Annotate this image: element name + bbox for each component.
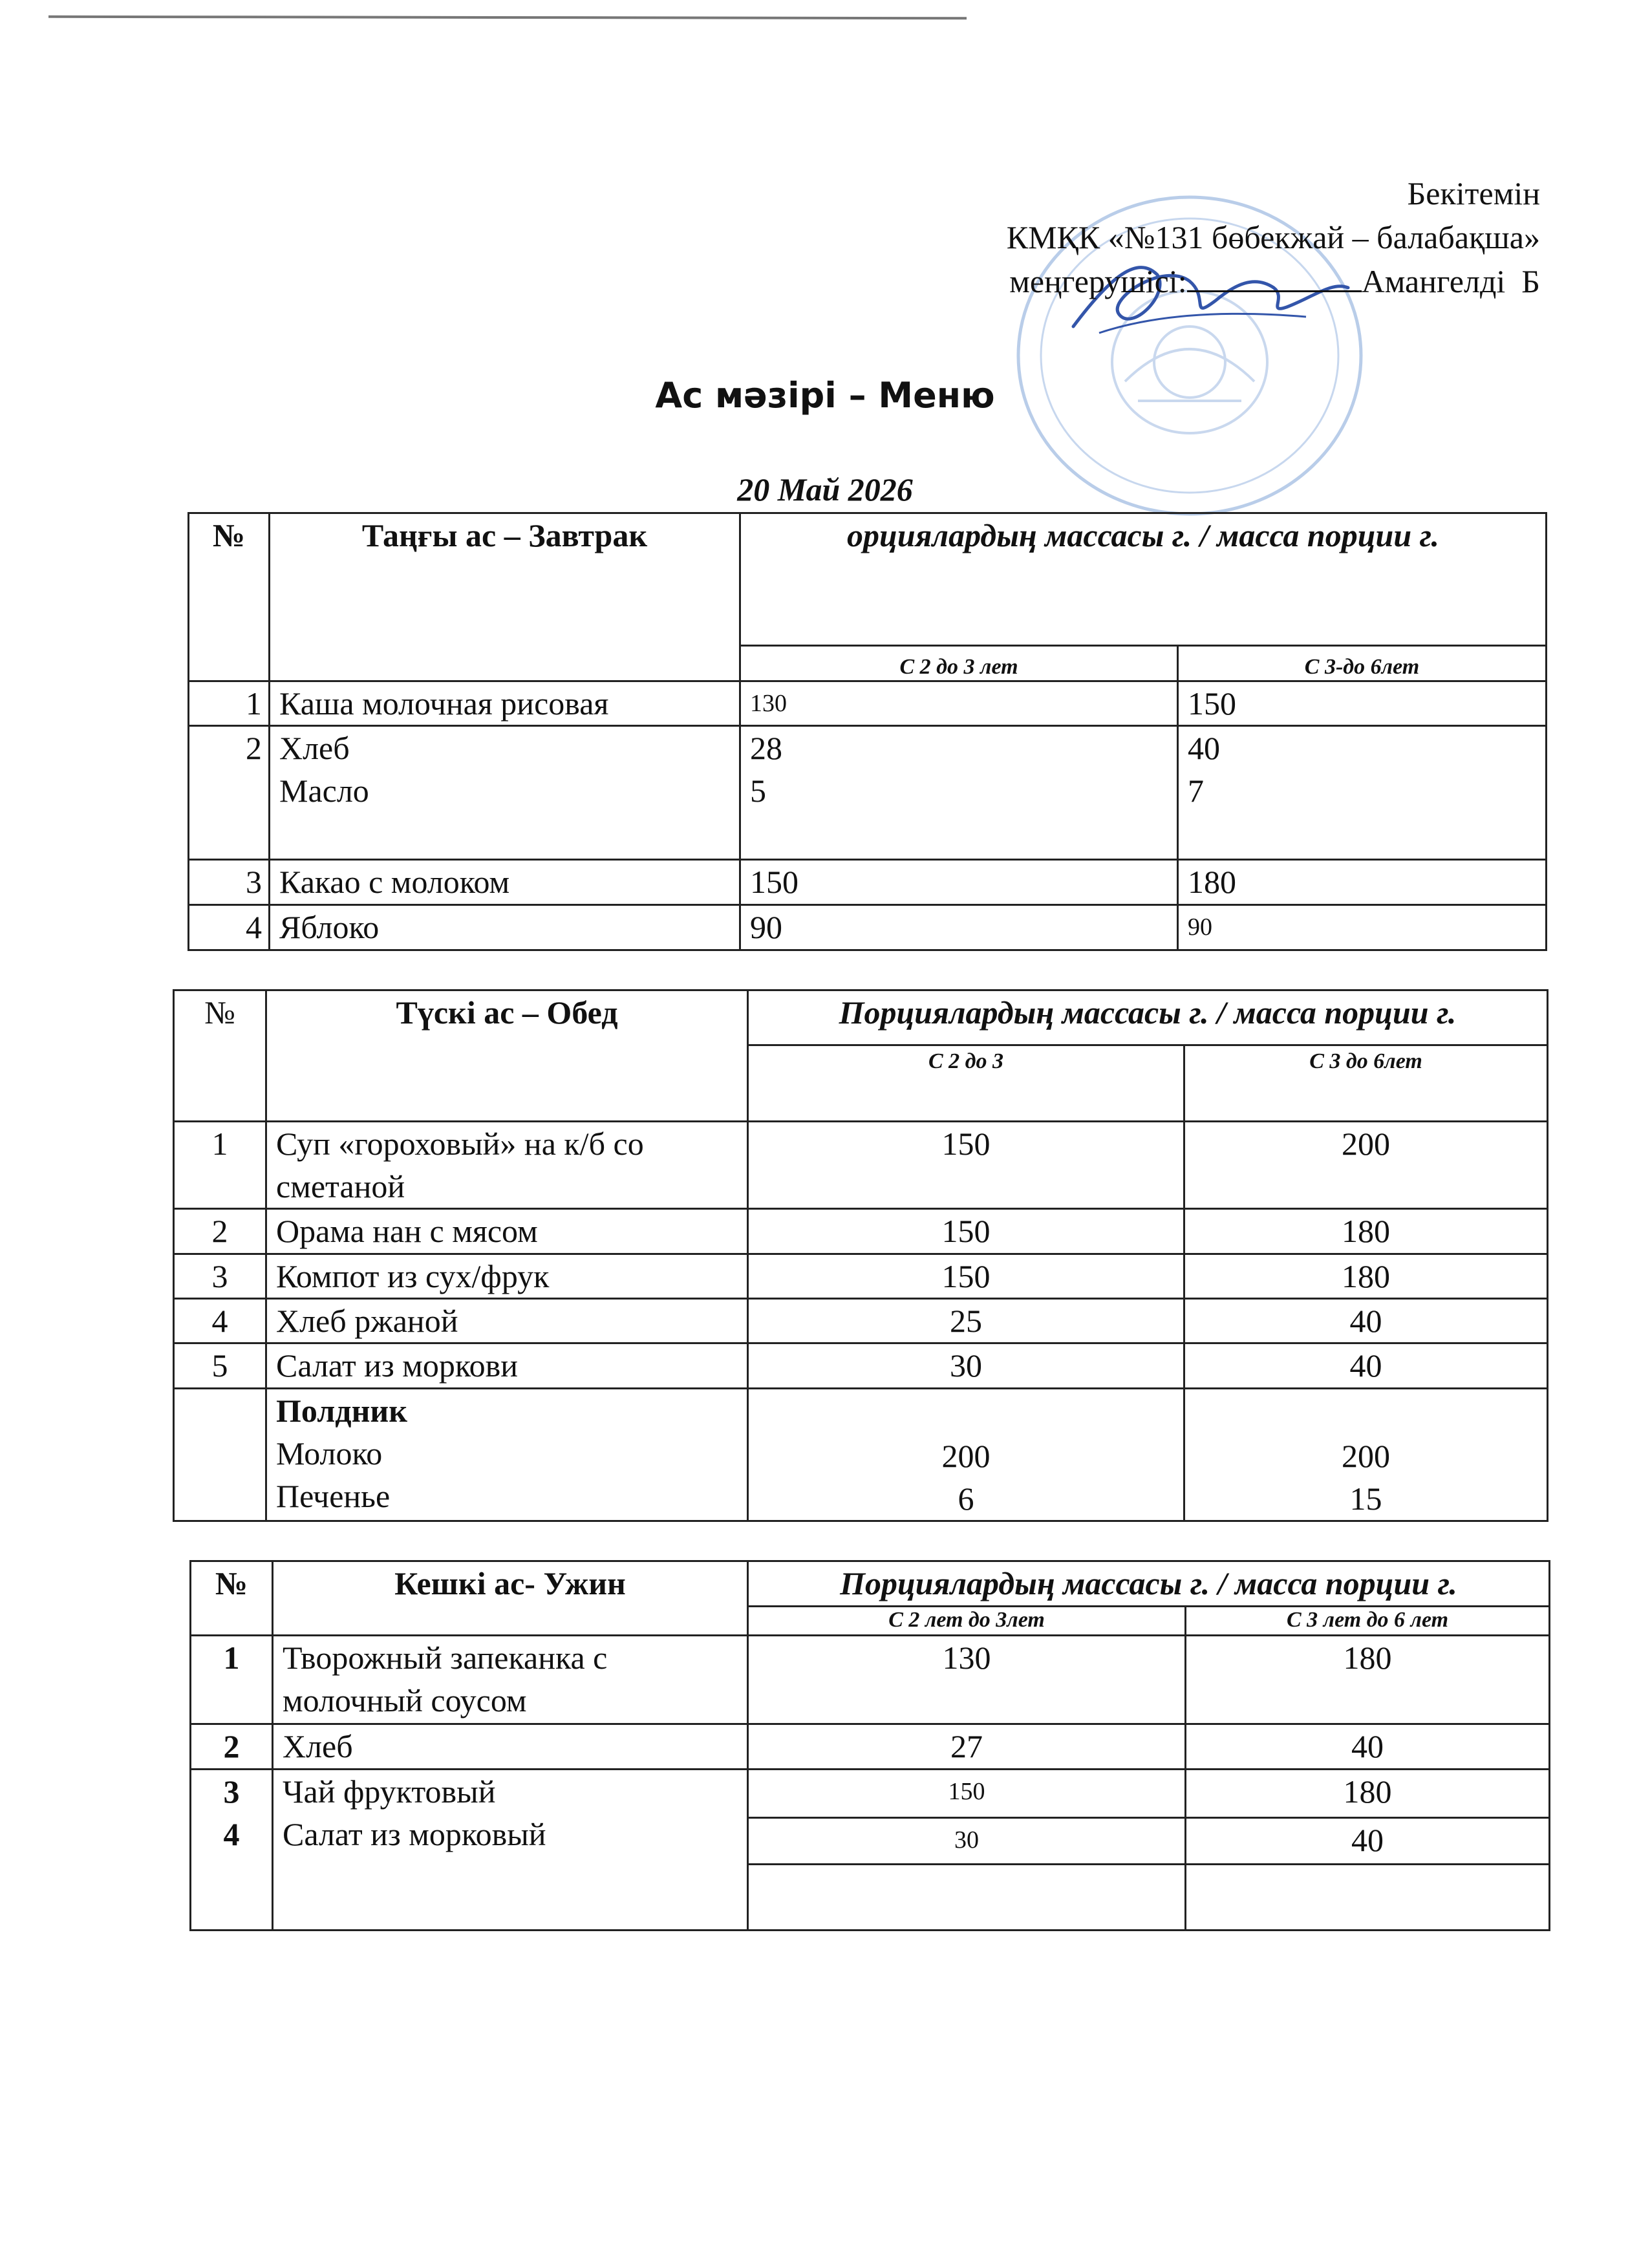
table-row-no: 3 [174, 1254, 266, 1299]
dish-name: Суп «гороховый» на к/б со сметаной [266, 1122, 748, 1209]
portion-age1: 25 [748, 1299, 1184, 1343]
snack-portion-age1: 200 6 [748, 1389, 1184, 1521]
dish-name: Хлеб Масло [270, 726, 740, 860]
portion-age2: 180 [1184, 1254, 1548, 1299]
dish-name: Орама нан с мясом [266, 1209, 748, 1254]
lunch-header-mass: Порциялардың массасы г. / масса порции г. [748, 990, 1548, 1045]
portion-age1: 130 [748, 1636, 1186, 1724]
portion-age1: 30 [748, 1818, 1186, 1865]
dish-name: Хлеб [273, 1724, 748, 1770]
table-row-no: 2 [174, 1209, 266, 1254]
dish-name: Чай фруктовый Салат из морковый [273, 1770, 748, 1931]
table-row-no: 1 [174, 1122, 266, 1209]
snack-items: Молоко Печенье [276, 1435, 391, 1514]
empty-cell [748, 1865, 1186, 1931]
lunch-header-no: № [174, 990, 266, 1122]
table-row-no: 1 [191, 1636, 273, 1724]
portion-age2: 180 [1186, 1770, 1550, 1818]
page-title: Ас мәзірі – Меню [655, 375, 995, 416]
approval-block [1007, 171, 1540, 303]
portion-age1: 150 [748, 1770, 1186, 1818]
table-row-no: 3 4 [191, 1770, 273, 1931]
lunch-table [173, 989, 1548, 1522]
portion-age2: 90 [1178, 905, 1547, 950]
snack-title: Полдник [276, 1393, 408, 1429]
portion-age1: 150 [740, 860, 1178, 905]
portion-age1: 90 [740, 905, 1178, 950]
portion-age1: 130 [740, 681, 1178, 726]
portion-age2: 180 [1184, 1209, 1548, 1254]
portion-age1: 28 5 [740, 726, 1178, 860]
breakfast-subheader-age2: С 3-до 6лет [1178, 646, 1547, 681]
portion-age1: 30 [748, 1343, 1184, 1389]
table-row-no: 4 [189, 905, 270, 950]
empty-cell [1186, 1865, 1550, 1931]
portion-age2: 40 [1186, 1818, 1550, 1865]
portion-age1: 27 [748, 1724, 1186, 1770]
breakfast-subheader-age1: С 2 до 3 лет [740, 646, 1178, 681]
dish-name: Каша молочная рисовая [270, 681, 740, 726]
lunch-subheader-age1: С 2 до 3 [748, 1045, 1184, 1122]
portion-age2: 40 [1184, 1299, 1548, 1343]
snack-row-no [174, 1389, 266, 1521]
dish-name: Творожный запеканка с молочный соусом [273, 1636, 748, 1724]
table-row-no: 3 [189, 860, 270, 905]
dish-name: Яблоко [270, 905, 740, 950]
approval-name: Амангелді Б [1361, 263, 1540, 299]
breakfast-table [188, 512, 1547, 951]
dinner-subheader-age2: С 3 лет до 6 лет [1186, 1607, 1550, 1636]
portion-age2: 180 [1186, 1636, 1550, 1724]
scan-edge-line [48, 16, 967, 19]
approval-signature-line [1007, 259, 1540, 303]
table-row-no: 5 [174, 1343, 266, 1389]
dish-name: Салат из моркови [266, 1343, 748, 1389]
portion-age2: 40 [1186, 1724, 1550, 1770]
portion-age1: 150 [748, 1254, 1184, 1299]
snack-cell [266, 1389, 748, 1521]
portion-age1: 150 [748, 1122, 1184, 1209]
table-row-no: 1 [189, 681, 270, 726]
breakfast-header-name: Таңғы ас – Завтрак [270, 513, 740, 681]
lunch-subheader-age2: С 3 до 6лет [1184, 1045, 1548, 1122]
dish-name: Хлеб ржаной [266, 1299, 748, 1343]
dinner-header-name: Кешкі ас- Ужин [273, 1561, 748, 1636]
dish-name: Какао с молоком [270, 860, 740, 905]
portion-age2: 40 [1184, 1343, 1548, 1389]
portion-age2: 180 [1178, 860, 1547, 905]
dinner-subheader-age1: С 2 лет до 3лет [748, 1607, 1186, 1636]
dinner-table [189, 1560, 1550, 1931]
portion-age2: 200 [1184, 1122, 1548, 1209]
dinner-header-no: № [191, 1561, 273, 1636]
snack-portion-age2: 200 15 [1184, 1389, 1548, 1521]
portion-age2: 40 7 [1178, 726, 1547, 860]
lunch-header-name: Түскі ас – Обед [266, 990, 748, 1122]
table-row-no: 2 [191, 1724, 273, 1770]
signature-blank [1187, 264, 1362, 292]
portion-age2: 150 [1178, 681, 1547, 726]
dinner-header-mass: Порциялардың массасы г. / масса порции г. [748, 1561, 1550, 1607]
dish-name: Компот из сух/фрук [266, 1254, 748, 1299]
approval-position: меңгерушісі: [1009, 263, 1187, 299]
table-row-no: 4 [174, 1299, 266, 1343]
approval-heading: Бекітемін [1407, 175, 1540, 211]
portion-age1: 150 [748, 1209, 1184, 1254]
menu-date: 20 Май 2026 [737, 471, 913, 508]
breakfast-header-mass: орциялардың массасы г. / масса порции г. [740, 513, 1547, 646]
table-row-no: 2 [189, 726, 270, 860]
breakfast-header-no: № [189, 513, 270, 681]
approval-organization: КМҚК «№131 бөбекжай – балабақша» [1006, 219, 1540, 255]
